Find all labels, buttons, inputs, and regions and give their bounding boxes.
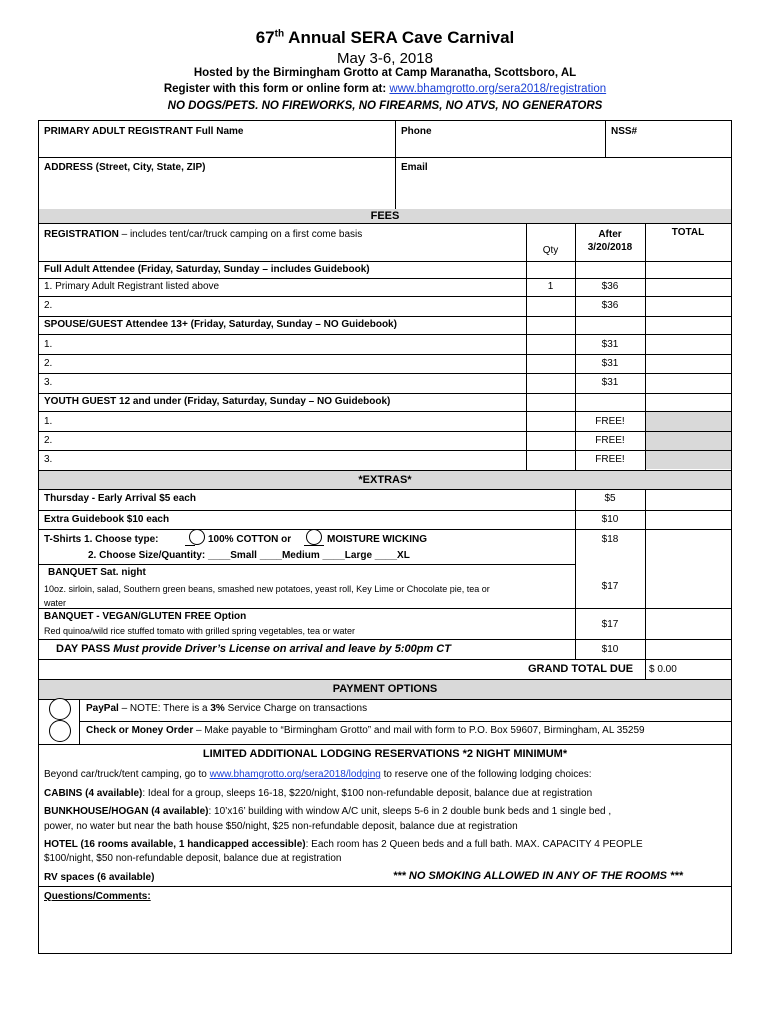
spouse-row-2-price: $31 [601,358,619,369]
adult-row-1-price: $36 [601,281,619,292]
tshirt-size-label: 2. Choose Size/Quantity: ____Small ____Medium ____Large ____XL [88,550,410,561]
after-header: After 3/20/2018 [587,229,633,253]
check-option: Check or Money Order – Make payable to “Birmingham Grotto” and mail with form to P.O. Box 59607, Birmingham, AL 35259 [86,725,645,736]
no-smoking-notice: *** NO SMOKING ALLOWED IN ANY OF THE ROOMS *** [393,870,683,882]
banquet-description: 10oz. sirloin, salad, Southern green beans, smashed new potatoes, yeast roll, Key Lime or Chocolate pie, tea or water [44,584,490,608]
day-pass-price: $10 [601,644,619,655]
spouse-heading: SPOUSE/GUEST Attendee 13+ (Friday, Saturday, Sunday – NO Guidebook) [44,319,397,330]
extras-heading: *EXTRAS* [358,474,412,486]
youth-row-1-price: FREE! [595,416,625,427]
host-line: Hosted by the Birmingham Grotto at Camp Maranatha, Scottsboro, AL [193,67,577,79]
day-pass: DAY PASS Must provide Driver’s License on arrival and leave by 5:00pm CT [56,643,451,655]
adult-row-1-qty[interactable]: 1 [547,281,554,292]
email-label: Email [401,162,428,173]
youth-heading: YOUTH GUEST 12 and under (Friday, Saturday, Sunday – NO Guidebook) [44,396,391,407]
adult-row-1: 1. Primary Adult Registrant listed above [44,281,220,292]
rv-spaces: RV spaces (6 available) [44,872,155,883]
nss-label: NSS# [611,126,638,137]
cotton-option: 100% COTTON or [208,534,292,545]
wicking-radio[interactable] [306,529,322,545]
vegan-description: Red quinoa/wild rice stuffed tomato with grilled spring vegetables, tea or water [44,626,356,636]
event-dates: May 3-6, 2018 [337,50,433,67]
payment-heading: PAYMENT OPTIONS [332,683,438,695]
registration-form [38,120,732,954]
wicking-option: MOISTURE WICKING [327,534,427,545]
tshirt-type-label: T-Shirts 1. Choose type: [44,534,159,545]
qty-header: Qty [542,245,559,256]
early-arrival: Thursday - Early Arrival $5 each [44,493,196,504]
youth-row-2: 2. [44,435,53,446]
cabins-info: CABINS (4 available): Ideal for a group, sleeps 16-18, $220/night, $100 non-refundable deposit, balance due at registration [44,788,593,799]
youth-row-3: 3. [44,454,53,465]
registration-info: REGISTRATION – includes tent/car/truck camping on a first come basis [44,229,363,240]
youth-row-2-price: FREE! [595,435,625,446]
paypal-option: PayPal – NOTE: There is a 3% Service Charge on transactions [86,703,368,714]
bunkhouse-info-2: power, no water but near the bath house $50/night, $25 non-refundable deposit, balance due at registration [44,821,518,832]
tshirt-price: $18 [601,534,619,545]
lodging-intro: Beyond car/truck/tent camping, go to www.bhamgrotto.org/sera2018/lodging to reserve one of the following lodging choices: [44,769,592,780]
spouse-row-2: 2. [44,358,53,369]
adult-row-2: 2. [44,300,53,311]
extra-guidebook: Extra Guidebook $10 each [44,514,170,525]
full-name-label: PRIMARY ADULT REGISTRANT Full Name [44,126,244,137]
comments-field[interactable] [39,886,731,954]
adult-row-2-price: $36 [601,300,619,311]
youth-row-1: 1. [44,416,53,427]
grand-total-value[interactable]: $ 0.00 [649,664,677,675]
lodging-link[interactable]: www.bhamgrotto.org/sera2018/lodging [209,769,381,780]
paypal-radio[interactable] [49,698,71,720]
comments-label: Questions/Comments: [44,891,151,902]
grand-total-label: GRAND TOTAL DUE [528,663,634,675]
spouse-row-1: 1. [44,339,53,350]
vegan-price: $17 [601,619,619,630]
adult-heading: Full Adult Attendee (Friday, Saturday, Sunday – includes Guidebook) [44,264,370,275]
spouse-row-1-price: $31 [601,339,619,350]
extra-guidebook-price: $10 [601,514,619,525]
register-line: Register with this form or online form at: www.bhamgrotto.org/sera2018/registration [163,83,607,95]
spouse-row-3: 3. [44,377,53,388]
phone-label: Phone [401,126,432,137]
check-radio[interactable] [49,720,71,742]
form-title: 67th Annual SERA Cave Carnival [255,28,515,47]
spouse-row-3-price: $31 [601,377,619,388]
fees-heading: FEES [370,210,400,222]
registration-link[interactable]: www.bhamgrotto.org/sera2018/registration [389,83,607,95]
rules-line: NO DOGS/PETS. NO FIREWORKS, NO FIREARMS, NO ATVS, NO GENERATORS [167,100,603,112]
address-label: ADDRESS (Street, City, State, ZIP) [44,162,206,173]
total-header: TOTAL [671,227,705,238]
banquet-title: BANQUET Sat. night [48,567,146,578]
hotel-info: HOTEL (16 rooms available, 1 handicapped accessible): Each room has 2 Queen beds and a full bath. MAX. CAPACITY 4 PEOPLE [44,839,643,850]
early-arrival-price: $5 [604,493,616,504]
youth-row-3-price: FREE! [595,454,625,465]
hotel-info-2: $100/night, $50 non-refundable deposit, balance due at registration [44,853,342,864]
bunkhouse-info: BUNKHOUSE/HOGAN (4 available): 10’x16’ building with window A/C unit, sleeps 5-6 in 2 double bunk beds and 1 single bed , [44,806,612,817]
vegan-title: BANQUET - VEGAN/GLUTEN FREE Option [44,611,247,622]
banquet-price: $17 [601,581,619,592]
lodging-heading: LIMITED ADDITIONAL LODGING RESERVATIONS *2 NIGHT MINIMUM* [202,748,568,760]
cotton-radio[interactable] [189,529,205,545]
